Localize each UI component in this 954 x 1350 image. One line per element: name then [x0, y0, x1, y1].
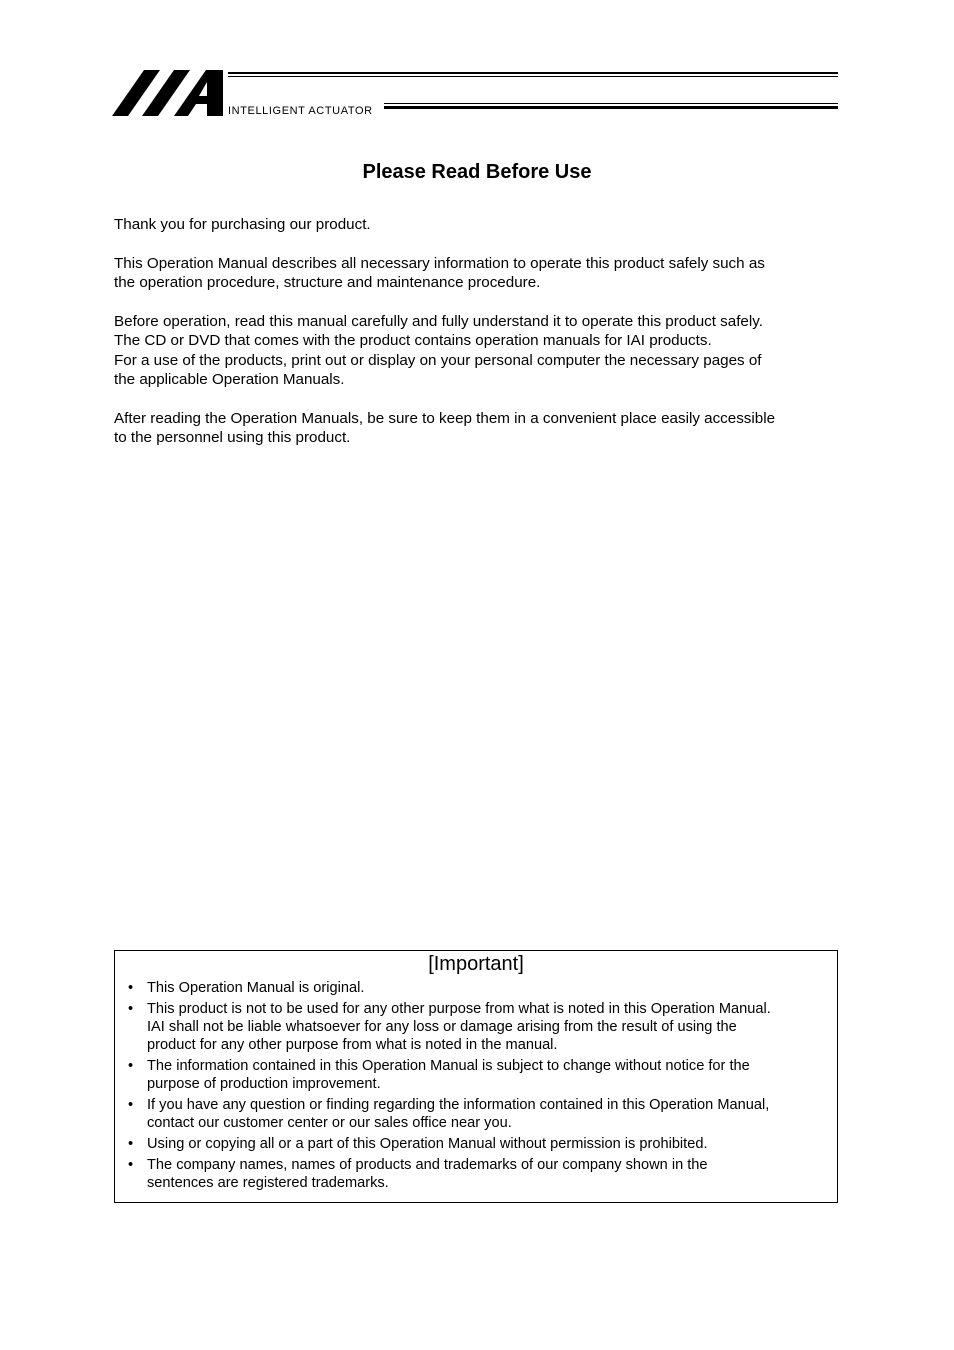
bullet-icon: •	[128, 1000, 134, 1017]
iai-logo	[112, 68, 227, 118]
brand-name: INTELLIGENT ACTUATOR	[228, 105, 373, 117]
header-rule-bottom-2	[384, 106, 838, 109]
list-item-line: sentences are registered trademarks.	[147, 1175, 389, 1191]
page-header	[0, 0, 954, 130]
paragraph	[114, 254, 844, 293]
important-title: [Important]	[428, 953, 524, 975]
bullet-icon: •	[128, 980, 134, 996]
paragraph-line: This Operation Manual describes all necessary information to operate this product safely such as	[114, 254, 765, 272]
list-item	[125, 1057, 831, 1093]
header-rule-bottom-1	[384, 103, 838, 104]
bullet-icon: •	[128, 1058, 134, 1074]
list-item-line: The information contained in this Operation Manual is subject to change without notice for the	[147, 1058, 750, 1074]
paragraph-line: Thank you for purchasing our product.	[114, 216, 371, 233]
body-text	[114, 215, 844, 467]
list-item-line: If you have any question or finding regarding the information contained in this Operation Manual,	[147, 1097, 770, 1113]
important-notice-box	[114, 950, 838, 1203]
list-item-line: contact our customer center or our sales office near you.	[147, 1115, 512, 1132]
paragraph-line: to the personnel using this product.	[114, 429, 351, 447]
list-item-line: purpose of production improvement.	[147, 1076, 381, 1093]
list-item-line: Using or copying all or a part of this Operation Manual without permission is prohibited.	[147, 1136, 708, 1152]
paragraph-line: Before operation, read this manual carefully and fully understand it to operate this product safely.	[114, 313, 763, 330]
list-item-line: IAI shall not be liable whatsoever for any loss or damage arising from the result of using the	[147, 1019, 737, 1035]
paragraph	[114, 215, 844, 234]
paragraph-line: the operation procedure, structure and maintenance procedure.	[114, 274, 541, 292]
bullet-icon: •	[128, 1136, 134, 1152]
paragraph	[114, 312, 844, 390]
paragraph-line: For a use of the products, print out or display on your personal computer the necessary pages of	[114, 351, 762, 369]
list-item	[125, 1156, 831, 1192]
list-item-line: This Operation Manual is original.	[147, 980, 365, 996]
list-item-line: product for any other purpose from what is noted in the manual.	[147, 1037, 558, 1054]
list-item	[125, 979, 831, 997]
list-item-line: The company names, names of products and trademarks of our company shown in the	[147, 1156, 708, 1173]
paragraph-line: The CD or DVD that comes with the product contains operation manuals for IAI products.	[114, 332, 712, 350]
header-rule-top-1	[228, 72, 838, 74]
header-rule-top-2	[228, 76, 838, 77]
bullet-icon: •	[128, 1156, 134, 1173]
list-item	[125, 1096, 831, 1132]
list-item	[125, 1135, 831, 1153]
important-list	[125, 979, 831, 1195]
list-item-line: This product is not to be used for any other purpose from what is noted in this Operation Manual.	[147, 1000, 771, 1017]
list-item	[125, 1000, 831, 1055]
bullet-icon: •	[128, 1097, 134, 1113]
paragraph	[114, 409, 844, 448]
paragraph-line: the applicable Operation Manuals.	[114, 371, 345, 389]
paragraph-line: After reading the Operation Manuals, be sure to keep them in a convenient place easily accessible	[114, 410, 776, 428]
page-title: Please Read Before Use	[362, 161, 592, 183]
